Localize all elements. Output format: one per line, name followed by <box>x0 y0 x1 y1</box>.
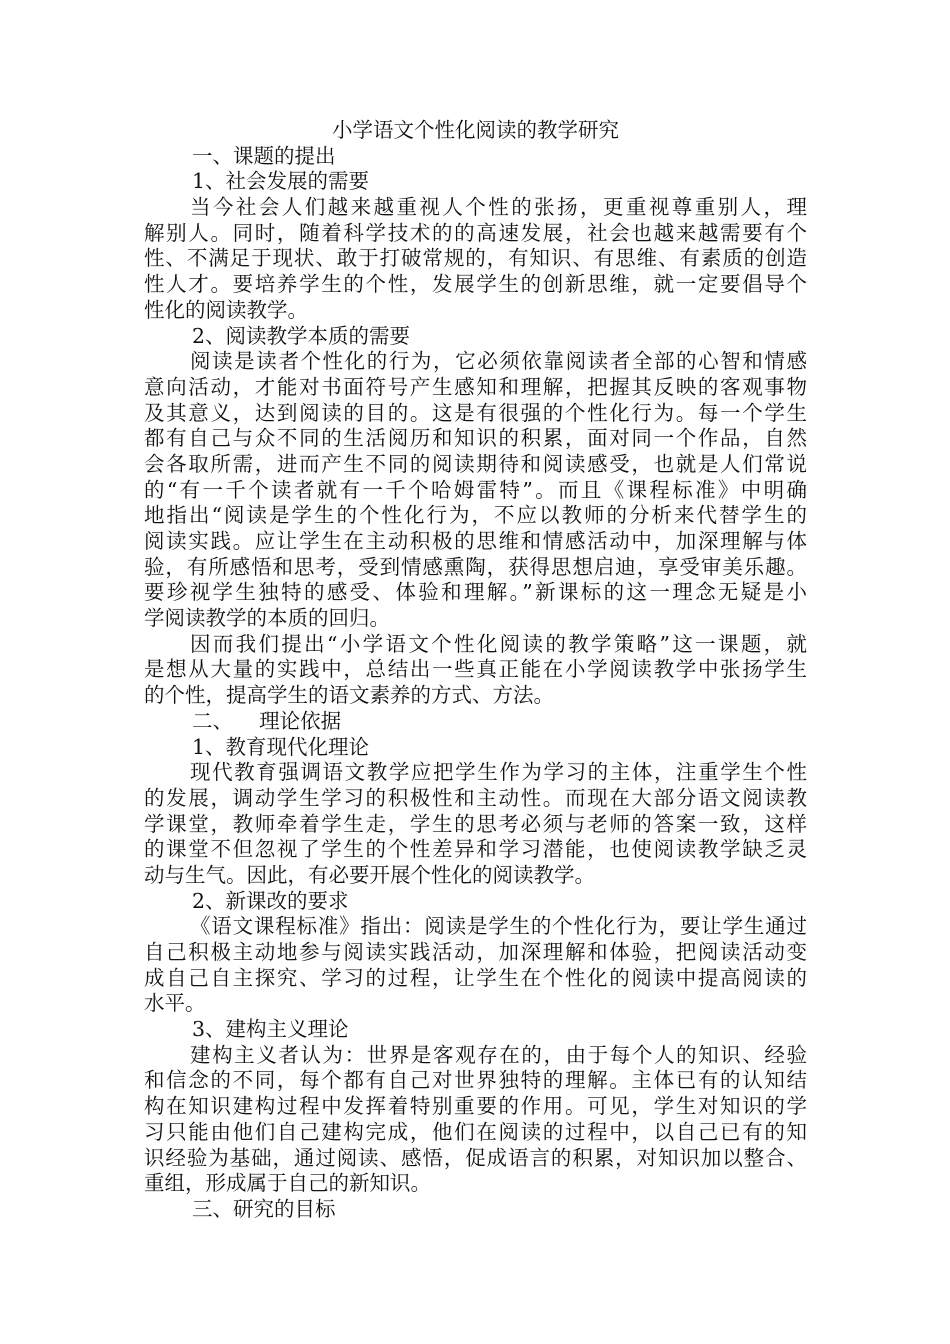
paragraph-line: 性、不满足于现状、敢于打破常规的，有知识、有思维、有素质的创造 <box>144 246 807 271</box>
paragraph-line: 的发展，调动学生学习的积极性和主动性。而现在大部分语文阅读教 <box>144 785 807 810</box>
paragraph-line: 要珍视学生独特的感受、体验和理解。”新课标的这一理念无疑是小 <box>144 580 807 605</box>
paragraph <box>144 760 807 888</box>
paragraph-line: 是想从大量的实践中，总结出一些真正能在小学阅读教学中张扬学生 <box>144 657 807 682</box>
paragraph-line: 验，有所感悟和思考，受到情感熏陶，获得思想启迪，享受审美乐趣。 <box>144 554 807 579</box>
paragraph-line: 习只能由他们自己建构完成，他们在阅读的过程中，以自己已有的知 <box>144 1119 807 1144</box>
paragraph-line: 因而我们提出“小学语文个性化阅读的教学策略”这一课题，就 <box>190 631 807 656</box>
paragraph-line: 《语文课程标准》指出：阅读是学生的个性化行为，要让学生通过 <box>190 914 807 939</box>
paragraph-line: 的个性，提高学生的语文素养的方式、方法。 <box>144 683 554 708</box>
section-heading: 二、 理论依据 <box>192 708 342 733</box>
paragraph-line: 现代教育强调语文教学应把学生作为学习的主体，注重学生个性 <box>190 760 807 785</box>
paragraph-line: 构在知识建构过程中发挥着特别重要的作用。可见，学生对知识的学 <box>144 1094 807 1119</box>
document-page <box>144 118 807 1223</box>
paragraph-line: 及其意义，达到阅读的目的。这是有很强的个性化行为。每一个学生 <box>144 400 807 425</box>
paragraph <box>144 349 807 632</box>
paragraph-line: 性人才。要培养学生的个性，发展学生的创新思维，就一定要倡导个 <box>144 272 807 297</box>
paragraph-line: 识经验为基础，通过阅读、感悟，促成语言的积累，对知识加以整合、 <box>144 1145 807 1170</box>
paragraph-line: 的“有一千个读者就有一千个哈姆雷特”。而且《课程标准》中明确 <box>144 477 807 502</box>
paragraph-line: 意向活动，才能对书面符号产生感知和理解，把握其反映的客观事物 <box>144 374 807 399</box>
paragraph-line: 重组，形成属于自己的新知识。 <box>144 1171 431 1196</box>
subsection-heading: 3、建构主义理论 <box>192 1017 349 1042</box>
paragraph-line: 学阅读教学的本质的回归。 <box>144 606 390 631</box>
paragraph <box>144 632 807 709</box>
paragraph-line: 当今社会人们越来越重视人个性的张扬，更重视尊重别人，理 <box>190 195 807 220</box>
paragraph-line: 自己积极主动地参与阅读实践活动，加深理解和体验，把阅读活动变 <box>144 940 807 964</box>
paragraph-line: 建构主义者认为：世界是客观存在的，由于每个人的知识、经验 <box>190 1042 807 1067</box>
paragraph <box>144 195 807 323</box>
paragraph-line: 解别人。同时，随着科学技术的的高速发展，社会也越来越需要有个 <box>144 220 807 245</box>
subsection-heading: 1、社会发展的需要 <box>192 169 370 194</box>
paragraph-line: 阅读是读者个性化的行为，它必须依靠阅读者全部的心智和情感 <box>190 349 807 374</box>
paragraph-line: 的课堂不但忽视了学生的个性差异和学习潜能，也使阅读教学缺乏灵 <box>144 837 807 862</box>
paragraph-line: 动与生气。因此，有必要开展个性化的阅读教学。 <box>144 862 595 887</box>
paragraph-line: 水平。 <box>144 991 206 1016</box>
paragraph-line: 成自己自主探究、学习的过程，让学生在个性化的阅读中提高阅读的 <box>144 965 807 990</box>
paragraph-line: 会各取所需，进而产生不同的阅读期待和阅读感受，也就是人们常说 <box>144 451 807 476</box>
paragraph-line: 和信念的不同，每个都有自己对世界独特的理解。主体已有的认知结 <box>144 1068 807 1093</box>
subsection-heading: 2、阅读教学本质的需要 <box>192 323 411 348</box>
paragraph-line: 性化的阅读教学。 <box>144 297 308 322</box>
document-title: 小学语文个性化阅读的教学研究 <box>332 118 619 142</box>
paragraph-line: 地指出“阅读是学生的个性化行为，不应以教师的分析来代替学生的 <box>144 503 807 528</box>
paragraph-line: 学课堂，教师牵着学生走，学生的思考必须与老师的答案一致，这样 <box>144 811 807 836</box>
subsection-heading: 2、新课改的要求 <box>192 888 349 913</box>
paragraph <box>144 1043 807 1197</box>
subsection-heading: 1、教育现代化理论 <box>192 734 370 759</box>
section-heading: 一、课题的提出 <box>192 143 336 168</box>
section-heading: 三、研究的目标 <box>192 1196 336 1221</box>
paragraph-line: 都有自己与众不同的生活阅历和知识的积累，面对同一个作品，自然 <box>144 426 807 451</box>
paragraph-line: 阅读实践。应让学生在主动积极的思维和情感活动中，加深理解与体 <box>144 529 807 553</box>
paragraph <box>144 914 807 1017</box>
